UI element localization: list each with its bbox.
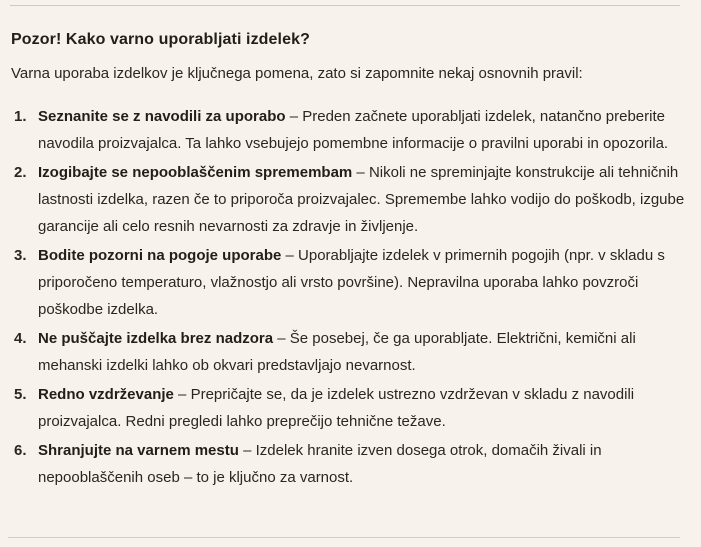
list-item	[11, 242, 687, 323]
list-item	[11, 103, 687, 157]
list-item-body: Izdelek hranite izven dosega otrok, domačih živali in nepooblaščenih oseb – to je ključno za varnost.	[38, 442, 602, 486]
list-item-separator: –	[273, 330, 290, 347]
list-item-separator: –	[238, 442, 256, 459]
page-title: Pozor! Kako varno uporabljati izdelek?	[11, 31, 310, 48]
list-item-lead: Seznanite se z navodili za uporabo	[38, 108, 286, 125]
list-item-number: 5.	[14, 386, 27, 403]
list-item	[11, 159, 687, 240]
top-divider	[10, 5, 680, 6]
list-item-lead: Izogibajte se nepooblaščenim spremembam	[38, 164, 353, 181]
list-item-separator: –	[352, 164, 369, 181]
list-item-lead: Shranjujte na varnem mestu	[38, 442, 239, 459]
list-item	[11, 381, 687, 435]
list-item-body: Prepričajte se, da je izdelek ustrezno vzdrževan v skladu z navodili proizvajalca. Redni pregledi lahko preprečijo tehnične težave.	[38, 386, 635, 430]
list-item-lead: Bodite pozorni na pogoje uporabe	[38, 247, 282, 264]
list-item-text	[38, 381, 687, 435]
list-item-lead: Ne puščajte izdelka brez nadzora	[38, 330, 274, 347]
list-item-number: 3.	[14, 247, 27, 264]
list-item-separator: –	[285, 108, 303, 125]
list-item-text	[38, 159, 687, 240]
list-item-separator: –	[281, 247, 299, 264]
list-item-number: 1.	[14, 108, 27, 125]
list-item-body: Nikoli ne spreminjajte konstrukcije ali tehničnih lastnosti izdelka, razen če to priporoča proizvajalec. Spremembe lahko vodijo do poškodb, izgube garancije ali celo resnih nevarnosti za zdravje in življenje.	[38, 164, 685, 235]
rules-list	[11, 103, 687, 491]
list-item-body: Še posebej, če ga uporabljate. Električni, kemični ali mehanski izdelki lahko ob okvari predstavljajo nevarnost.	[38, 330, 636, 374]
list-item-body: Uporabljajte izdelek v primernih pogojih (npr. v skladu s priporočeno temperaturo, vlažnostjo ali vrsto površine). Nepravilna uporaba lahko povzroči poškodbe izdelka.	[38, 247, 665, 318]
list-item-body: Preden začnete uporabljati izdelek, natančno preberite navodila proizvajalca. Ta lahko vsebujejo pomembne informacije o pravilni uporabi in opozorila.	[38, 108, 669, 152]
list-item-number: 6.	[14, 442, 27, 459]
list-item	[11, 437, 687, 491]
list-item-text	[38, 437, 687, 491]
bottom-divider	[8, 537, 680, 538]
list-item-text	[38, 325, 687, 379]
list-item-lead: Redno vzdrževanje	[38, 386, 174, 403]
list-item-text	[38, 242, 687, 323]
list-item-number: 2.	[14, 164, 27, 181]
list-item	[11, 325, 687, 379]
list-item-separator: –	[173, 386, 191, 403]
intro-text: Varna uporaba izdelkov je ključnega pomena, zato si zapomnite nekaj osnovnih pravil:	[11, 65, 583, 82]
list-item-text	[38, 103, 687, 157]
list-item-number: 4.	[14, 330, 27, 347]
